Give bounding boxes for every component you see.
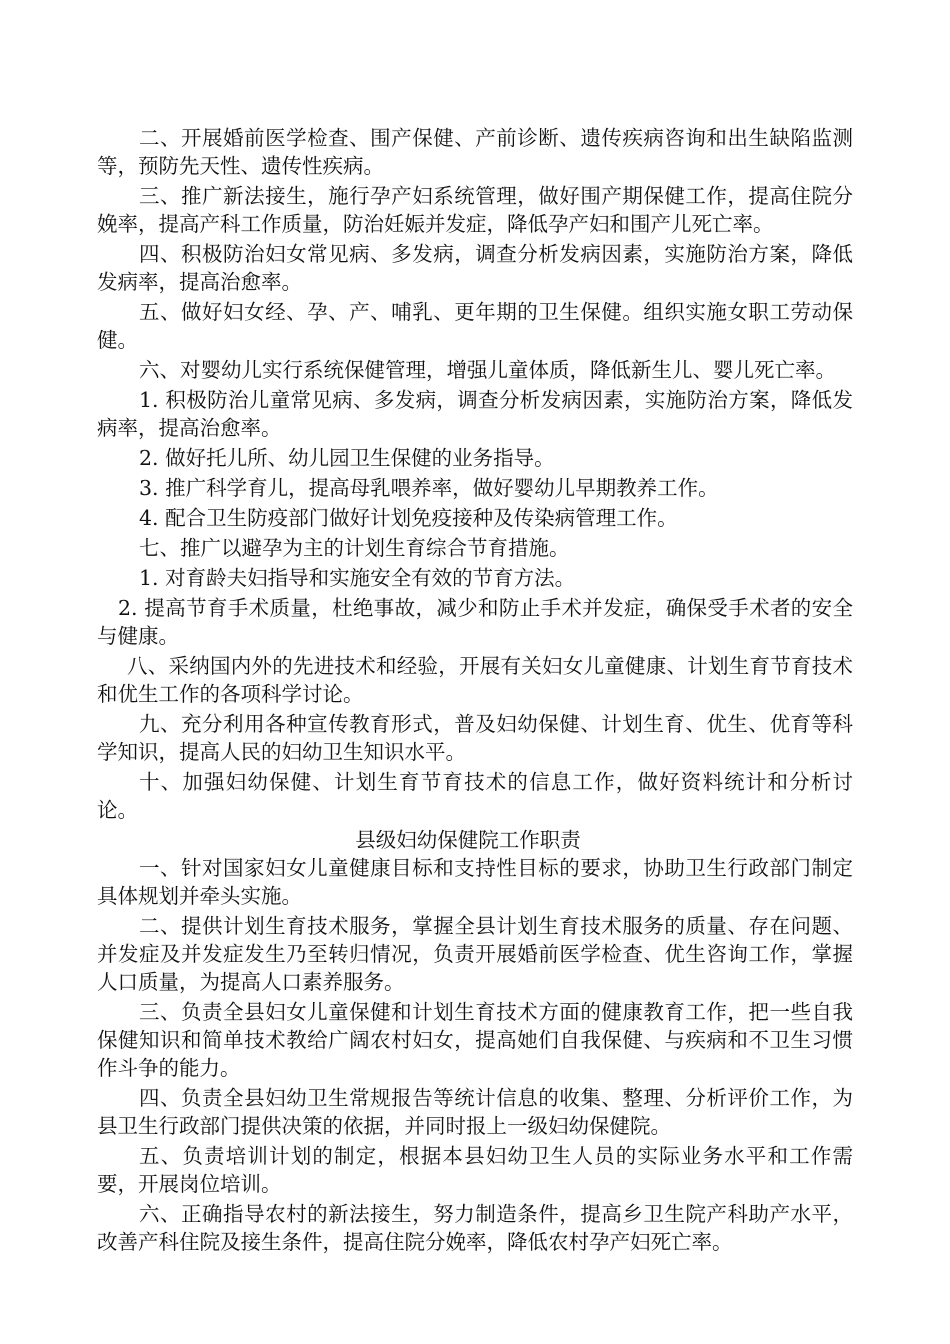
paragraph-item-8: 八、采纳国内外的先进技术和经验，开展有关妇女儿童健康、计划生育节育技术和优生工作的各项科学讨论。 [97, 654, 853, 706]
duty-item-5: 五、负责培训计划的制定，根据本县妇幼卫生人员的实际业务水平和工作需要，开展岗位培训。 [97, 1144, 853, 1196]
sub-item-6-3: 3. 推广科学育儿，提高母乳喂养率，做好婴幼儿早期教养工作。 [139, 476, 719, 500]
paragraph-item-10: 十、加强妇幼保健、计划生育节育技术的信息工作，做好资料统计和分析讨论。 [97, 770, 853, 822]
section-heading: 县级妇幼保健院工作职责 [355, 828, 581, 852]
sub-item-6-2: 2. 做好托儿所、幼儿园卫生保健的业务指导。 [139, 446, 555, 470]
paragraph-item-2: 二、开展婚前医学检查、围产保健、产前诊断、遗传疾病咨询和出生缺陷监测等，预防先天性、遗传性疾病。 [97, 126, 853, 178]
paragraph-item-6: 六、对婴幼儿实行系统保健管理，增强儿童体质，降低新生儿、婴儿死亡率。 [139, 358, 836, 382]
duty-item-4: 四、负责全县妇幼卫生常规报告等统计信息的收集、整理、分析评价工作，为县卫生行政部门提供决策的依据，并同时报上一级妇幼保健院。 [97, 1086, 853, 1138]
document-page [97, 124, 853, 1256]
sub-item-6-1: 1. 积极防治儿童常见病、多发病，调查分析发病因素，实施防治方案，降低发病率，提高治愈率。 [97, 388, 853, 440]
duty-item-6: 六、正确指导农村的新法接生，努力制造条件，提高乡卫生院产科助产水平，改善产科住院及接生条件，提高住院分娩率，降低农村孕产妇死亡率。 [97, 1202, 853, 1254]
paragraph-item-7: 七、推广以避孕为主的计划生育综合节育措施。 [139, 536, 570, 560]
paragraph-item-3: 三、推广新法接生，施行孕产妇系统管理，做好围产期保健工作，提高住院分娩率，提高产科工作质量，防治妊娠并发症，降低孕产妇和围产儿死亡率。 [97, 184, 853, 236]
duty-item-3: 三、负责全县妇女儿童保健和计划生育技术方面的健康教育工作，把一些自我保健知识和简单技术教给广阔农村妇女，提高她们自我保健、与疾病和不卫生习惯作斗争的能力。 [97, 1000, 853, 1080]
paragraph-item-4: 四、积极防治妇女常见病、多发病，调查分析发病因素，实施防治方案，降低发病率，提高治愈率。 [97, 242, 853, 294]
sub-item-7-2: 2. 提高节育手术质量，杜绝事故，减少和防止手术并发症，确保受手术者的安全与健康。 [97, 596, 853, 648]
duty-item-1: 一、针对国家妇女儿童健康目标和支持性目标的要求，协助卫生行政部门制定具体规划并牵头实施。 [97, 856, 853, 908]
sub-item-7-1: 1. 对育龄夫妇指导和实施安全有效的节育方法。 [139, 566, 576, 590]
duty-item-2: 二、提供计划生育技术服务，掌握全县计划生育技术服务的质量、存在问题、并发症及并发症发生乃至转归情况，负责开展婚前医学检查、优生咨询工作，掌握人口质量，为提高人口素养服务。 [97, 914, 853, 994]
sub-item-6-4: 4. 配合卫生防疫部门做好计划免疫接种及传染病管理工作。 [139, 506, 678, 530]
paragraph-item-5: 五、做好妇女经、孕、产、哺乳、更年期的卫生保健。组织实施女职工劳动保健。 [97, 300, 853, 352]
paragraph-item-9: 九、充分利用各种宣传教育形式，普及妇幼保健、计划生育、优生、优育等科学知识，提高人民的妇幼卫生知识水平。 [97, 712, 853, 764]
